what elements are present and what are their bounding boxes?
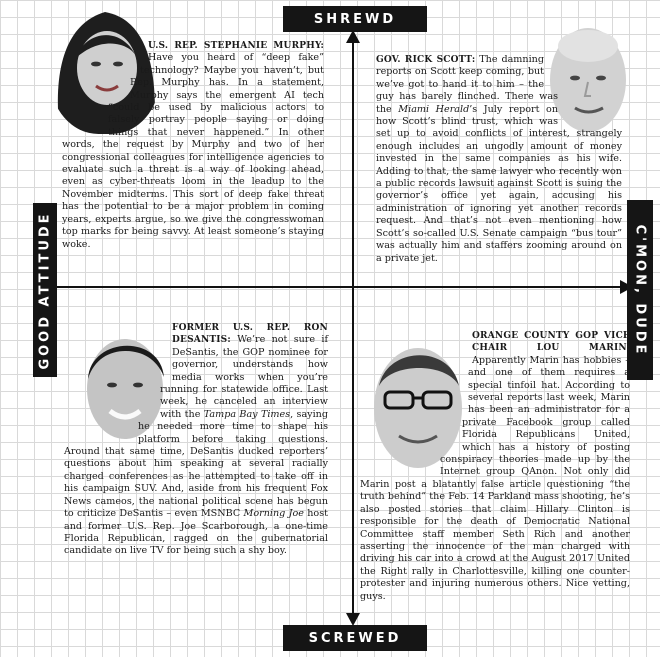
desantis-em-1: Tampa Bay Times xyxy=(203,408,291,420)
desantis-blurb xyxy=(64,322,328,558)
murphy-blurb xyxy=(62,40,324,251)
scott-text-1: The damning reports on Scott keep coming, but we’ve got to hand it to him – the guy has barely flinched. There was the xyxy=(376,54,558,115)
horizontal-axis xyxy=(46,286,626,288)
murphy-text: Have you heard of “deep fake” technology? Maybe you haven’t, but Rep. Murphy has. In a statement, Murphy says the emergent AI tech “could be used by malicious actors to falsely portray people saying or doing things that never happened.” In other words, the request by Murphy and two of her congressional colleagues for intelligence agencies to evaluate such a threat is a way of looking ahead, even as cyber-threats loom in the leadup to the November midterms. This sort of deep fake threat has the potential to be a major problem in coming years, experts argue, so we give the congresswoman top marks for being savvy. At least someone’s staying woke. xyxy=(62,52,324,250)
desantis-em-2: Morning Joe xyxy=(243,508,304,520)
desantis-text-3: host and former U.S. Rep. Joe Scarborough, a one-time Florida Republican, ragged on the gubernatorial candidate on live TV for being such a shy boy. xyxy=(64,508,328,557)
marin-name: ORANGE COUNTY GOP VICE CHAIR LOU MARIN: xyxy=(472,331,630,354)
desantis-text-1: We’re not sure if DeSantis, the GOP nominee for governor, understands how media works when you’re running for statewide office. Last week, he canceled an interview with the xyxy=(160,334,328,420)
scott-text-2: ’s July report on how Scott’s blind trust, which was set up to avoid conflicts of interest, strangely enough includes an ungodly amount of money invested in the same companies as his wife. Adding to that, the same lawyer who recently won a public records lawsuit against Scott is suing the governor’s office yet again, accusing his administration of ignoring yet another records request. And that’s not even mentioning how Scott’s so-called U.S. Senate campaign “bus tour” was actually him and staffers zooming around on a private jet. xyxy=(376,103,622,264)
scott-name: GOV. RICK SCOTT: xyxy=(376,55,476,65)
marin-text: Apparently Marin has hobbies – and one of them requires a special tinfoil hat. According to several reports last week, Marin has been an administrator for a private Facebook group called Florida Republicans United, which has a history of posting conspiracy theories made up by the Internet group QAnon. Not only did Marin post a blatantly false article questioning “the truth behind” the Feb. 14 Parkland mass shooting, he’s also posted stories that claim Hillary Clinton is responsible for the death of Democratic National Committee staff member Seth Rich and another asserting the innocence of the man charged with driving his car into a crowd at the August 2017 United the Right rally in Charlottesville, killing one counter-protester and injuring numerous others. Nice vetting, guys. xyxy=(360,354,630,602)
marin-blurb xyxy=(360,330,630,603)
scott-blurb xyxy=(376,54,622,265)
axis-label-left: GOOD ATTITUDE xyxy=(33,203,57,377)
desantis-text-2: , saying he needed more time to shape his platform before taking questions. Around that same time, DeSantis ducked reporters’ questions about him speaking at several racially charged conferences as he attempted to take off in his campaign SUV. And, aside from his frequent Fox News cameos, the national political scene has begun to criticize DeSantis – even MSNBC xyxy=(64,408,328,520)
scott-em-1: Miami Herald xyxy=(398,103,470,115)
desantis-name: FORMER U.S. REP. RON DESANTIS: xyxy=(172,323,328,346)
axis-label-bottom: SCREWED xyxy=(283,625,427,651)
murphy-name: U.S. REP. STEPHANIE MURPHY: xyxy=(148,41,324,51)
axis-label-top: SHREWD xyxy=(283,6,427,32)
vertical-axis xyxy=(352,36,354,619)
axis-label-right: C'MON, DUDE xyxy=(627,200,653,380)
